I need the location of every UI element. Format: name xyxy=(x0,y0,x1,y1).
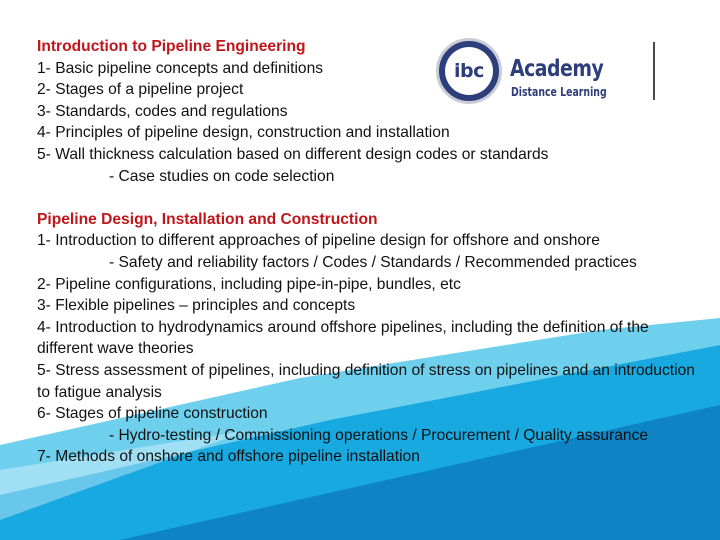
section2-item-1-sub xyxy=(37,252,702,274)
section2-item-7: 7- Methods of onshore and offshore pipeline installation xyxy=(37,448,420,466)
section2-item-3: 3- Flexible pipelines – principles and concepts xyxy=(37,297,356,315)
section2-item-4: 4- Introduction to hydrodynamics around offshore pipelines, including the definition of the different wave theories xyxy=(37,318,649,358)
logo-wordmark: Academy xyxy=(510,56,604,82)
section2-heading: Pipeline Design, Installation and Construction xyxy=(37,210,378,228)
section2-item-2: 2- Pipeline configurations, including pipe-in-pipe, bundles, etc xyxy=(37,275,461,293)
section1-item: 5- Wall thickness calculation based on different design codes or standards xyxy=(37,145,549,163)
section1-item: 4- Principles of pipeline design, construction and installation xyxy=(37,124,450,142)
section2-item-5: 5- Stress assessment of pipelines, including definition of stress on pipelines and an introduction to fatigue analysis xyxy=(37,361,695,401)
section1-item: 3- Standards, codes and regulations xyxy=(37,102,288,120)
section1-item: 1- Basic pipeline concepts and definitions xyxy=(37,59,324,77)
section1-sub-item: - Case studies on code selection xyxy=(109,167,335,185)
section2-item-6-sub-text: - Hydro-testing / Commissioning operations / Procurement / Quality assurance xyxy=(109,426,649,444)
section1-heading: Introduction to Pipeline Engineering xyxy=(37,38,306,55)
section2-item-6-sub xyxy=(37,425,702,447)
logo-mark-text: ibc xyxy=(454,60,484,82)
slide-body xyxy=(37,36,702,468)
section2-item-6: 6- Stages of pipeline construction xyxy=(37,405,268,423)
section1-item: 2- Stages of a pipeline project xyxy=(37,81,244,99)
section2-item-1: 1- Introduction to different approaches of pipeline design for offshore and onshore xyxy=(37,232,600,250)
section2-item-1-sub-text: - Safety and reliability factors / Codes / Standards / Recommended practices xyxy=(109,253,637,271)
logo-tagline: Distance Learning xyxy=(511,85,607,99)
